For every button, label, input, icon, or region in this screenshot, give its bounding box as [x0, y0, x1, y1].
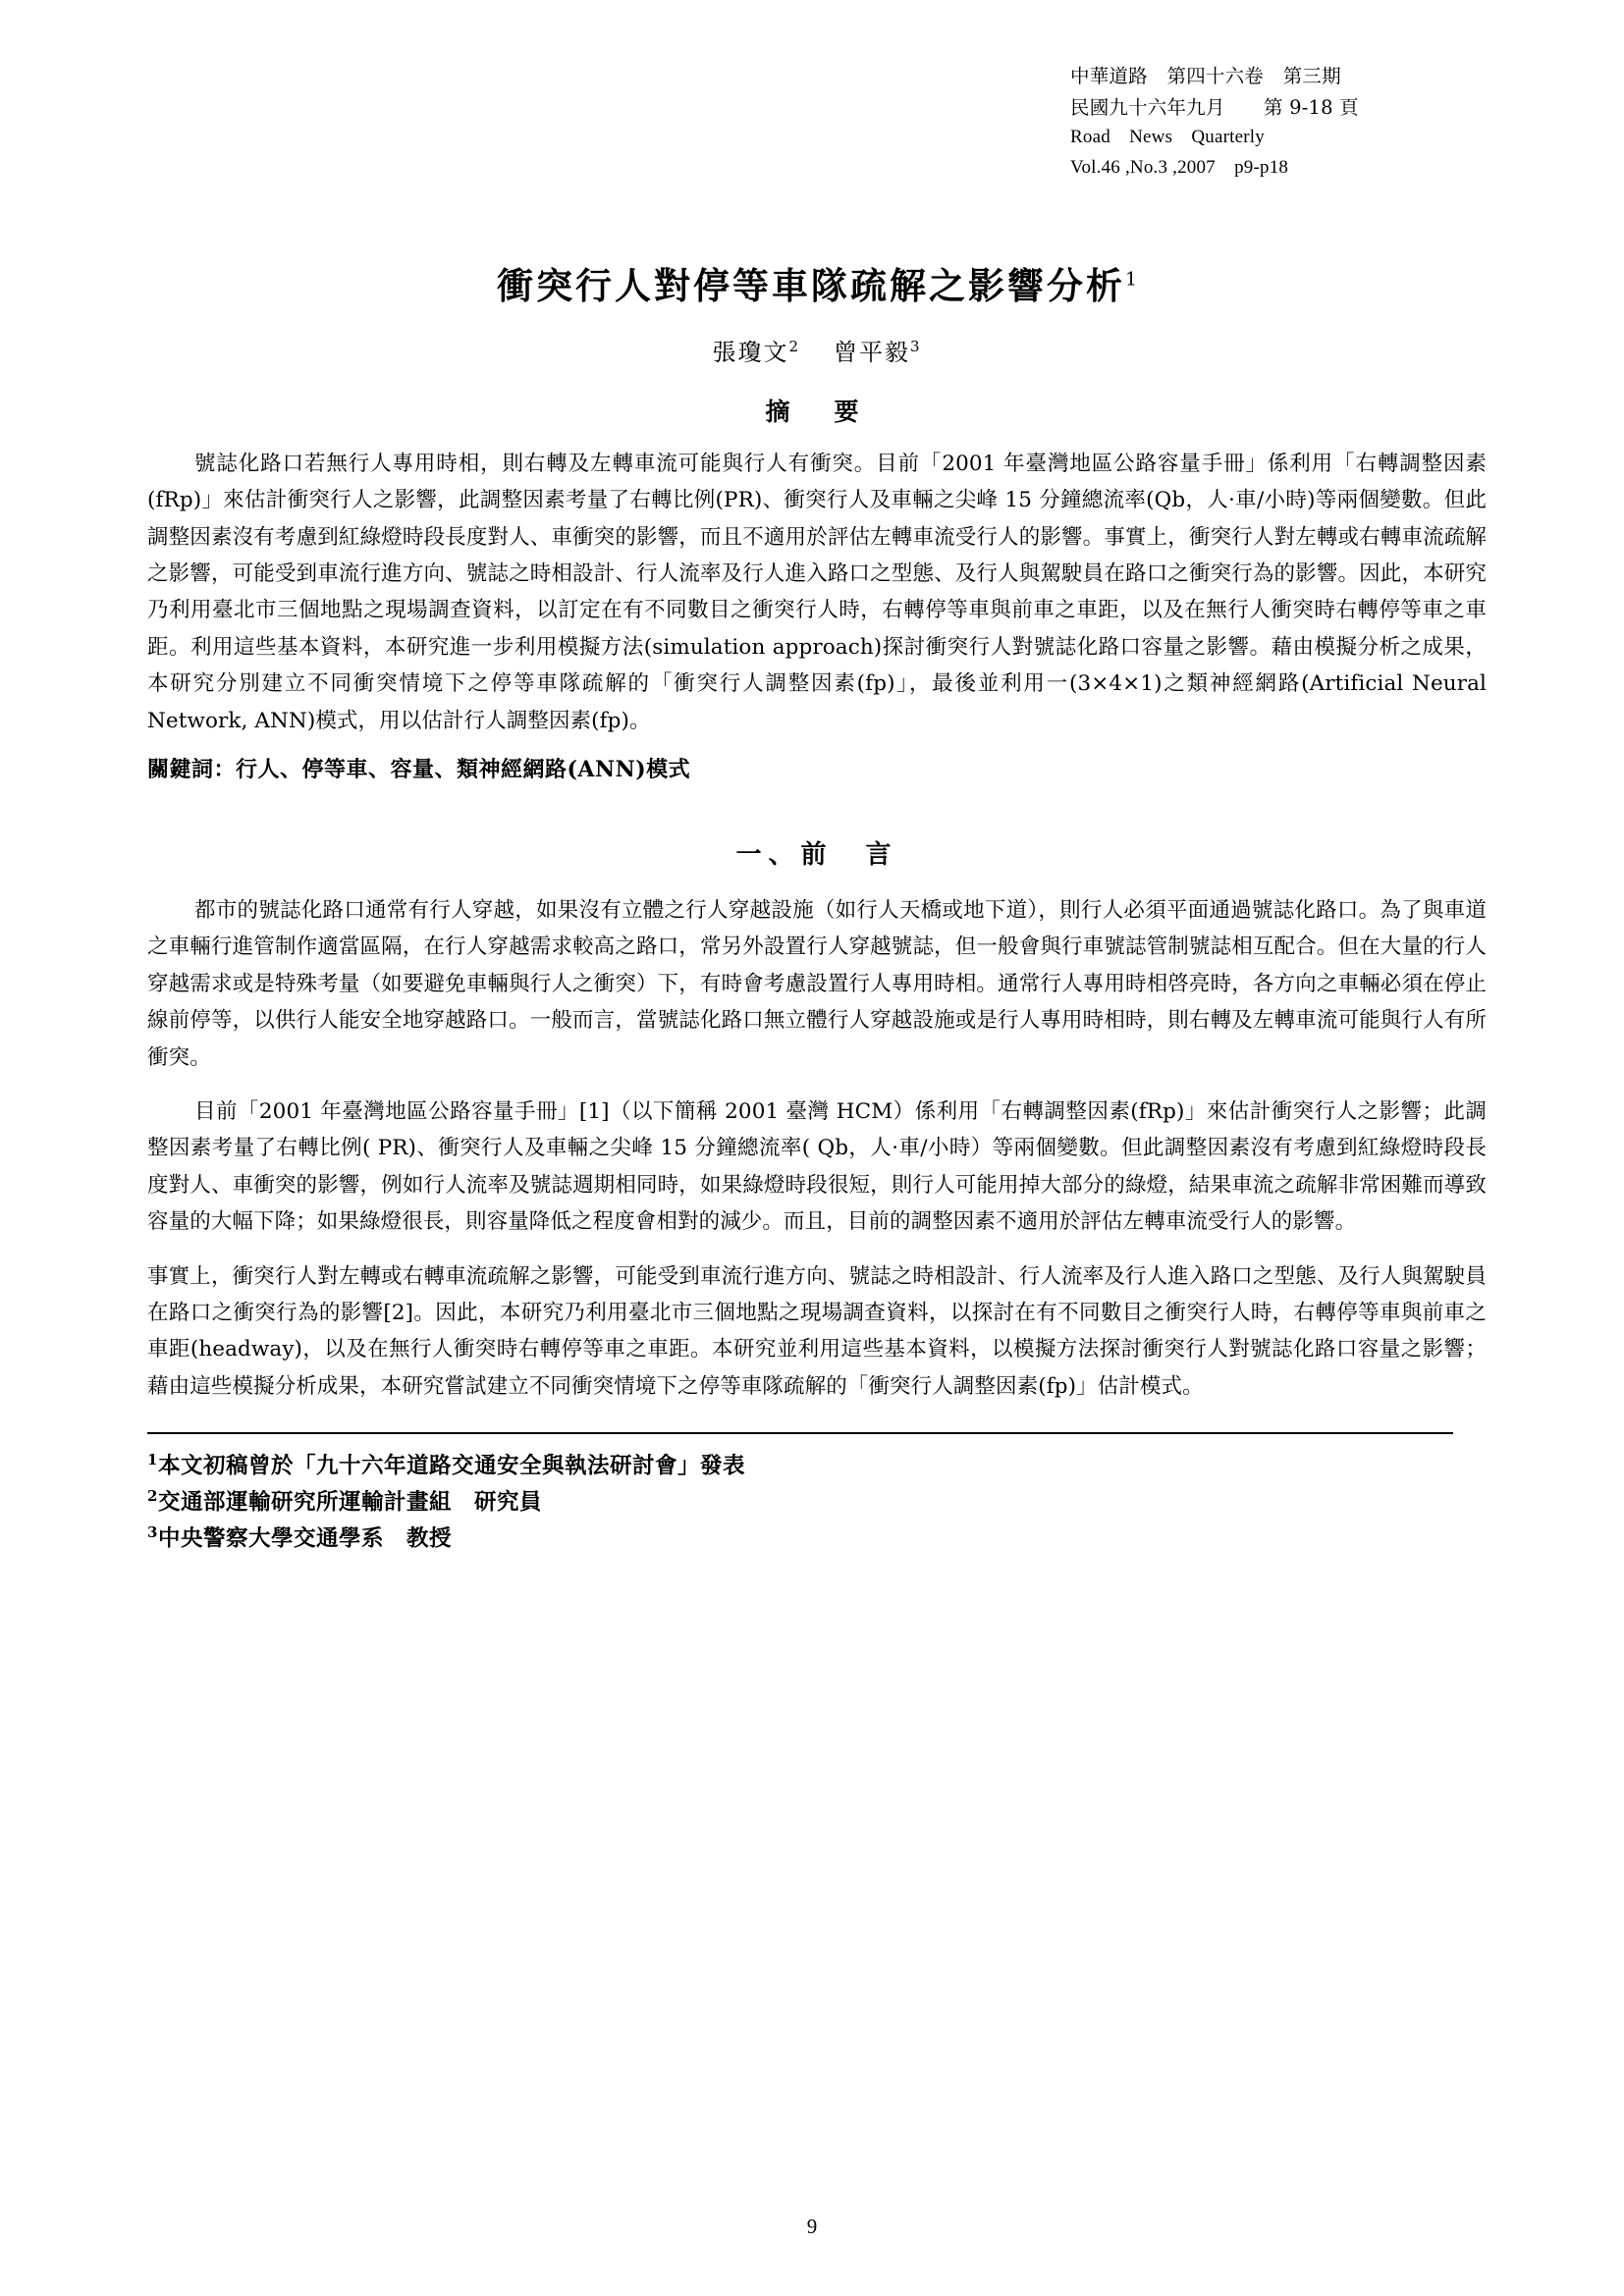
- section-1-paragraph-3: 事實上，衝突行人對左轉或右轉車流疏解之影響，可能受到車流行進方向、號誌之時相設計、行人流率及行人進入路口之型態、及行人與駕駛員在路口之衝突行為的影響[2]。因此，本研究乃利用臺北市三個地點之現場調查資料，以探討在有不同數目之衝突行人時，右轉停等車與前車之車距(headway)，以及在無行人衝突時右轉停等車之車距。本研究並利用這些基本資料，以模擬方法探討衝突行人對號誌化路口容量之影響；藉由這些模擬分析成果，本研究嘗試建立不同衝突情境下之停等車隊疏解的「衝突行人調整因素(fp)」估計模式。: [147, 1263, 1487, 1399]
- footnote-3-marker: 3: [147, 1523, 158, 1542]
- abstract-heading: 摘 要: [765, 397, 869, 426]
- footnotes: [147, 1448, 1487, 1557]
- journal-header: [1070, 61, 1487, 184]
- footnote-2-text: 交通部運輸研究所運輸計畫組 研究員: [157, 1489, 542, 1516]
- author-1-marker: 2: [788, 337, 800, 355]
- page-title: [147, 256, 1487, 309]
- keywords: 關鍵詞：行人、停等車、容量、類神經網路(ANN)模式: [147, 756, 691, 782]
- title-text: 衝突行人對停等車隊疏解之影響分析: [496, 263, 1125, 307]
- journal-name-en: Road News Quarterly: [1070, 127, 1265, 148]
- author-2-marker: 3: [910, 337, 922, 355]
- section-1-paragraph-2: 目前「2001 年臺灣地區公路容量手冊」[1]（以下簡稱 2001 臺灣 HCM）係利用「右轉調整因素(fRp)」來估計衝突行人之影響；此調整因素考量了右轉比例( PR)、衝突行人及車輛之尖峰 15 分鐘總流率( Qb，人·車/小時）等兩個變數。但此調整因素沒有考慮到紅綠燈時段長度對人、車衝突的影響，例如行人流率及號誌週期相同時，如果綠燈時段很短，則行人可能用掉大部分的綠燈，結果車流之疏解非常困難而導致容量的大幅下降；如果綠燈很長，則容量降低之程度會相對的減少。而且，目前的調整因素不適用於評估左轉車流受行人的影響。: [147, 1098, 1487, 1235]
- footnote-1: [147, 1448, 1487, 1484]
- journal-date-pages-line: 民國九十六年九月 第 9-18 頁: [1070, 95, 1359, 119]
- journal-volume-line: 中華道路 第四十六卷 第三期: [1070, 65, 1341, 87]
- footnote-3: [147, 1521, 1487, 1557]
- author-2-name: 曾平毅: [834, 338, 910, 366]
- footnote-2: [147, 1484, 1487, 1521]
- abstract-block: [147, 446, 1487, 739]
- footnote-1-marker: 1: [147, 1451, 158, 1469]
- abstract-paragraph: 號誌化路口若無行人專用時相，則右轉及左轉車流可能與行人有衝突。目前「2001 年臺灣地區公路容量手冊」係利用「右轉調整因素(fRp)」來估計衝突行人之影響，此調整因素考量了右轉比例(PR)、衝突行人及車輛之尖峰 15 分鐘總流率(Qb，人·車/小時)等兩個變數。但此調整因素沒有考慮到紅綠燈時段長度對人、車衝突的影響，而且不適用於評估左轉車流受行人的影響。事實上，衝突行人對左轉或右轉車流疏解之影響，可能受到車流行進方向、號誌之時相設計、行人流率及行人進入路口之型態、及行人與駕駛員在路口之衝突行為的影響。因此，本研究乃利用臺北市三個地點之現場調查資料，以訂定在有不同數目之衝突行人時，右轉停等車與前車之車距，以及在無行人衝突時右轉停等車之車距。利用這些基本資料，本研究進一步利用模擬方法(simulation approach)探討衝突行人對號誌化路口容量之影響。藉由模擬分析之成果，本研究分別建立不同衝突情境下之停等車隊疏解的「衝突行人調整因素(fp)」，最後並利用一(3×4×1)之類神經網路(Artificial Neural Network, ANN)模式，用以估計行人調整因素(fp)。: [147, 451, 1487, 733]
- footnote-divider: [147, 1432, 1453, 1434]
- footnote-3-text: 中央警察大學交通學系 教授: [157, 1525, 452, 1552]
- footnote-2-marker: 2: [147, 1487, 158, 1506]
- title-footnote-marker: 1: [1124, 268, 1138, 291]
- footnote-1-text: 本文初稿曾於「九十六年道路交通安全與執法研討會」發表: [157, 1453, 745, 1479]
- author-list: [147, 333, 1487, 367]
- journal-volume-en: Vol.46 ,No.3 ,2007 p9-p18: [1070, 156, 1289, 178]
- section-1-paragraph-1: 都市的號誌化路口通常有行人穿越，如果沒有立體之行人穿越設施（如行人天橋或地下道），則行人必須平面通過號誌化路口。為了與車道之車輛行進管制作適當區隔，在行人穿越需求較高之路口，常另外設置行人穿越號誌，但一般會與行車號誌管制號誌相互配合。但在大量的行人穿越需求或是特殊考量（如要避免車輛與行人之衝突）下，有時會考慮設置行人專用時相。通常行人專用時相啓亮時，各方向之車輛必須在停止線前停等，以供行人能安全地穿越路口。一般而言，當號誌化路口無立體行人穿越設施或是行人專用時相時，則右轉及左轉車流可能與行人有所衝突。: [147, 897, 1487, 1070]
- page-number: 9: [806, 2215, 818, 2238]
- section-1-heading: 一、前 言: [735, 839, 898, 870]
- author-1-name: 張瓊文: [712, 338, 789, 366]
